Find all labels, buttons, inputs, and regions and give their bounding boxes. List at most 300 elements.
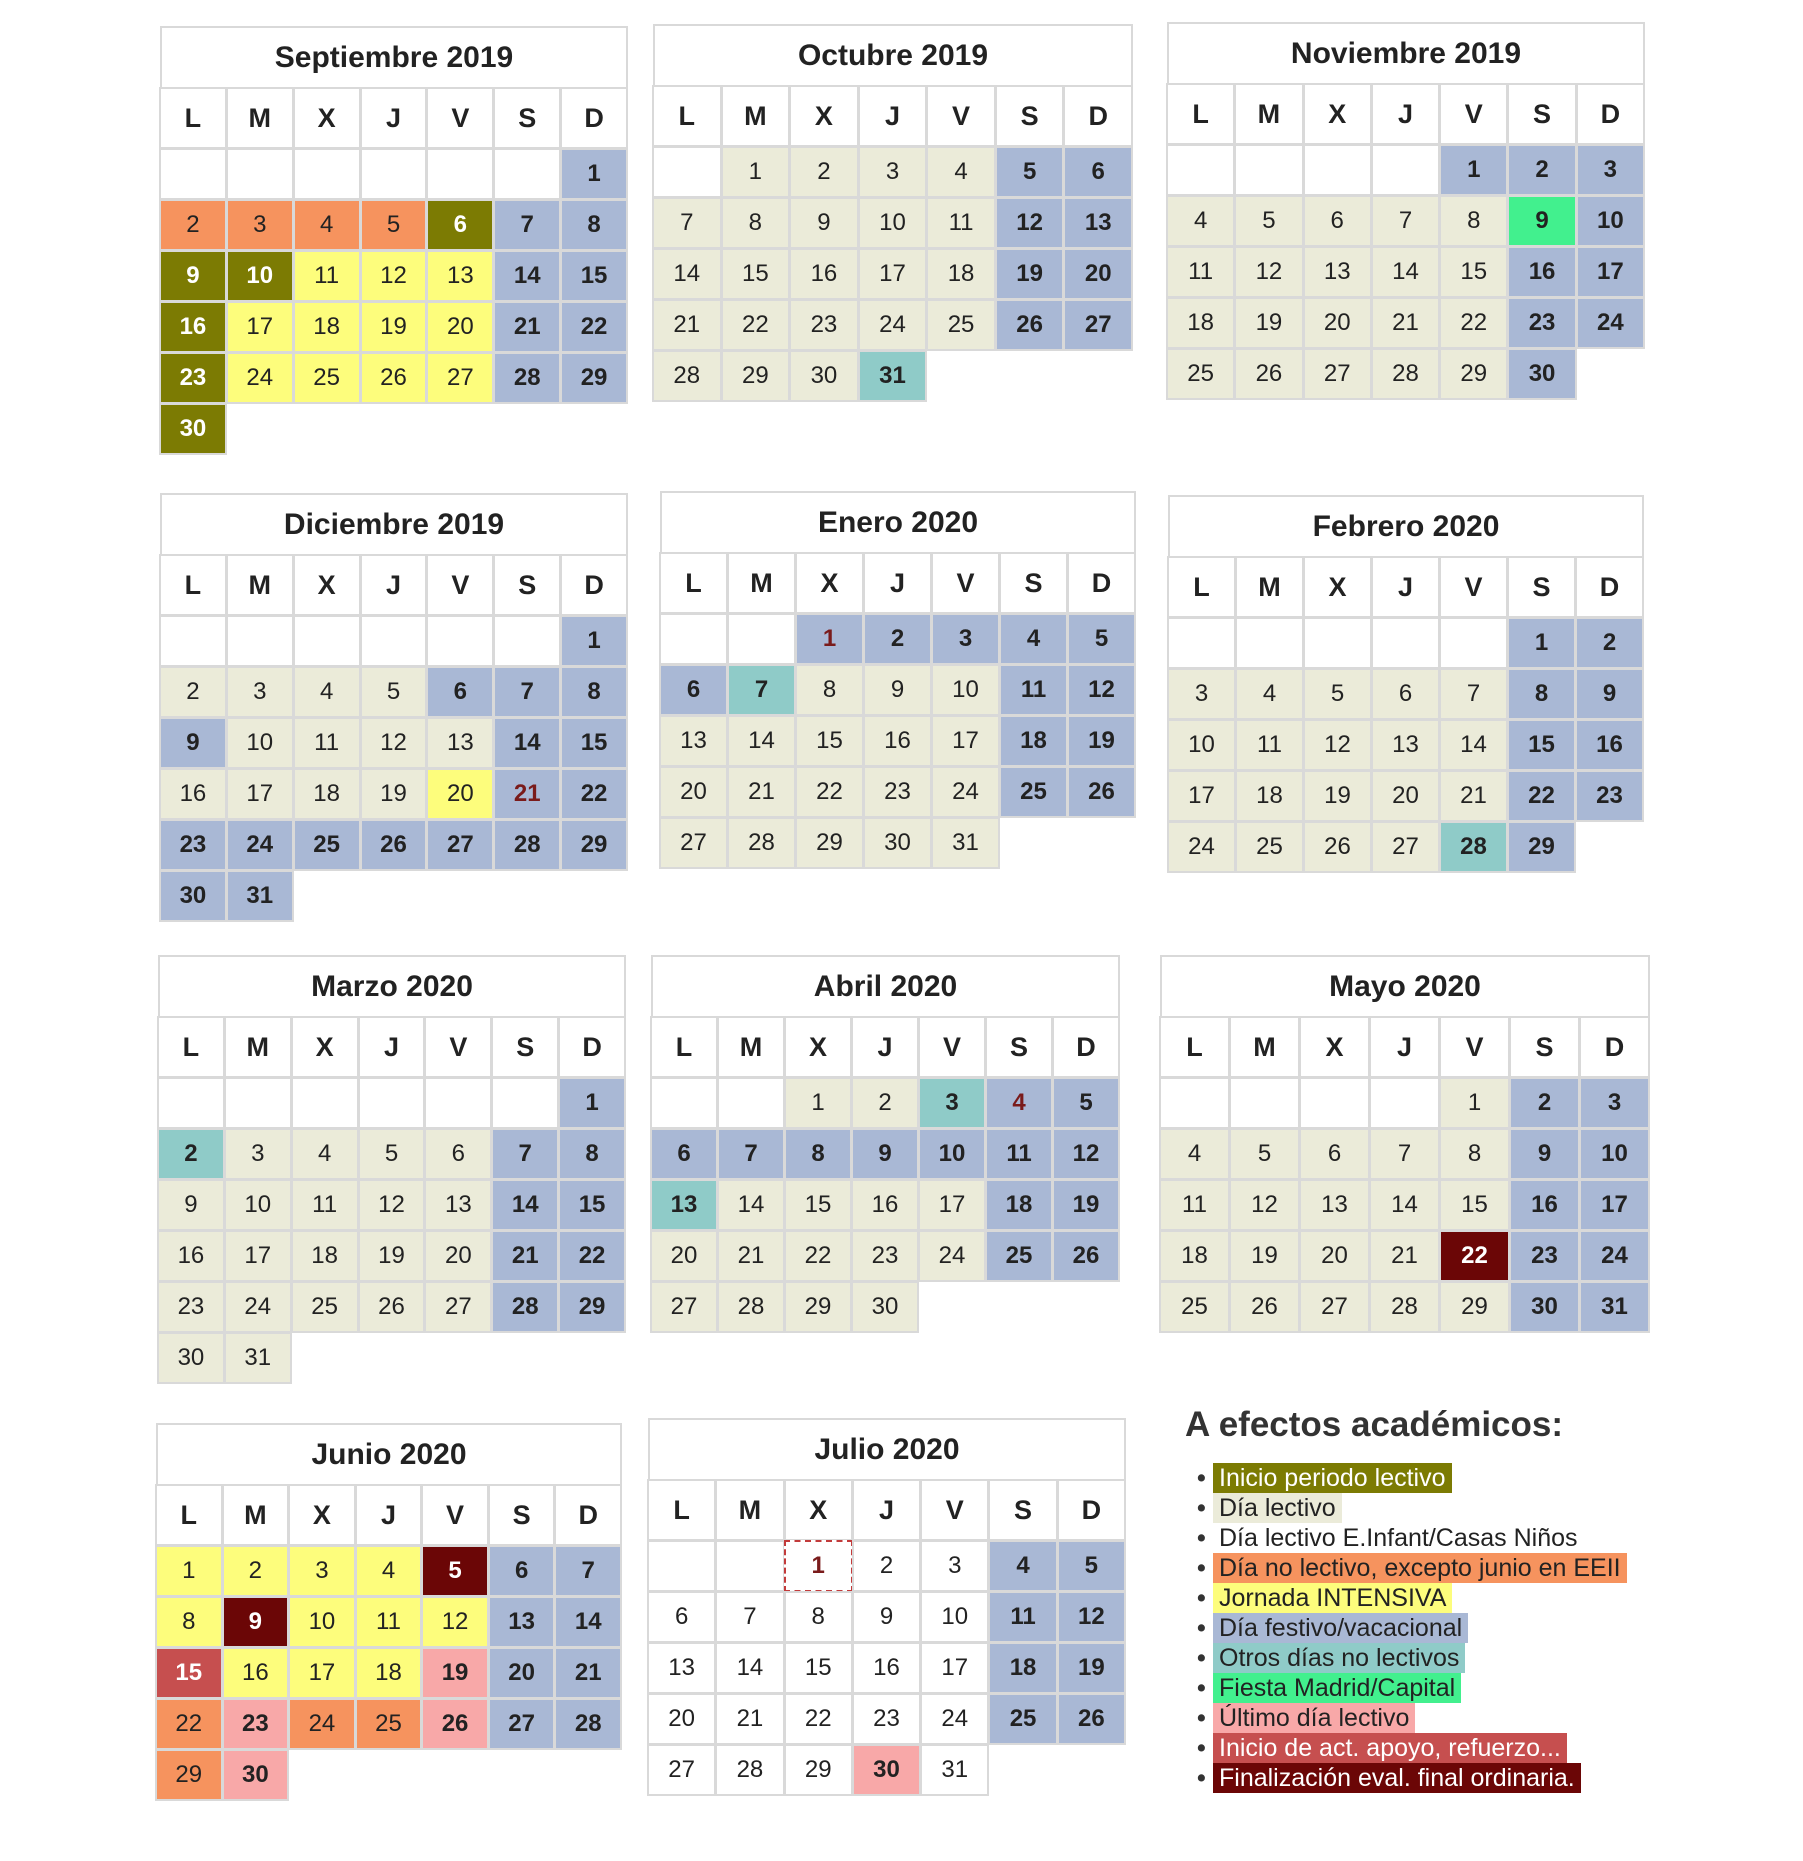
weekday-header: S <box>493 87 561 149</box>
day-cell: 24 <box>226 352 294 404</box>
day-cell: 1 <box>1507 617 1576 669</box>
empty-slot <box>926 350 996 402</box>
empty-day <box>650 1077 718 1129</box>
day-cell: 26 <box>360 819 428 871</box>
day-cell: 15 <box>784 1179 852 1231</box>
empty-day <box>159 615 227 667</box>
empty-slot <box>988 1744 1057 1796</box>
day-cell: 15 <box>1507 719 1576 771</box>
day-cell: 20 <box>1299 1230 1370 1282</box>
day-cell: 1 <box>784 1077 852 1129</box>
day-cell: 3 <box>226 666 294 718</box>
weekday-header: V <box>920 1479 989 1541</box>
day-cell: 25 <box>926 299 996 351</box>
day-cell: 1 <box>1439 1077 1510 1129</box>
empty-day <box>224 1077 292 1129</box>
day-cell: 13 <box>659 715 728 767</box>
day-cell: 28 <box>493 819 561 871</box>
day-cell: 31 <box>224 1332 292 1384</box>
day-cell: 10 <box>918 1128 986 1180</box>
day-cell: 13 <box>488 1596 556 1648</box>
month-7 <box>158 955 626 1384</box>
empty-slot <box>293 403 361 455</box>
day-cell: 27 <box>1371 821 1440 873</box>
legend-label: Día festivo/vacacional <box>1213 1613 1468 1643</box>
month-10 <box>156 1423 622 1801</box>
day-cell: 9 <box>1507 195 1576 247</box>
bullet-icon: • <box>1197 1704 1206 1732</box>
month-grid <box>660 553 1136 869</box>
month-title: Septiembre 2019 <box>160 26 628 88</box>
day-cell: 30 <box>1509 1281 1580 1333</box>
day-cell: 15 <box>560 250 628 302</box>
day-cell: 2 <box>863 613 932 665</box>
day-cell: 25 <box>988 1693 1057 1745</box>
day-cell: 1 <box>560 148 628 200</box>
day-cell: 2 <box>1509 1077 1580 1129</box>
day-cell: 26 <box>360 352 428 404</box>
day-cell: 14 <box>1371 246 1440 298</box>
day-cell: 5 <box>995 146 1065 198</box>
weekday-header: M <box>717 1016 785 1078</box>
day-cell: 13 <box>424 1179 492 1231</box>
day-cell: 4 <box>293 666 361 718</box>
day-cell: 10 <box>226 250 294 302</box>
day-cell: 23 <box>1575 770 1644 822</box>
day-cell: 15 <box>1439 246 1508 298</box>
day-cell: 8 <box>795 664 864 716</box>
empty-day <box>426 148 494 200</box>
day-cell: 25 <box>985 1230 1053 1282</box>
empty-day <box>659 613 728 665</box>
day-cell: 20 <box>426 301 494 353</box>
day-cell: 8 <box>560 666 628 718</box>
day-cell: 26 <box>1229 1281 1300 1333</box>
day-cell: 2 <box>157 1128 225 1180</box>
legend-label: Otros días no lectivos <box>1213 1643 1465 1673</box>
day-cell: 22 <box>784 1693 853 1745</box>
legend-item <box>1197 1553 1785 1583</box>
weekday-header: X <box>288 1484 356 1546</box>
empty-slot <box>1067 817 1136 869</box>
day-cell: 9 <box>157 1179 225 1231</box>
empty-slot <box>426 403 494 455</box>
day-cell: 5 <box>358 1128 426 1180</box>
day-cell: 2 <box>852 1540 921 1592</box>
day-cell: 12 <box>995 197 1065 249</box>
weekday-header: L <box>157 1016 225 1078</box>
empty-day <box>1439 617 1508 669</box>
empty-slot <box>426 870 494 922</box>
empty-slot <box>999 817 1068 869</box>
legend-item <box>1197 1463 1785 1493</box>
empty-slot <box>355 1749 423 1801</box>
weekday-header: X <box>1299 1016 1370 1078</box>
day-cell: 30 <box>159 403 227 455</box>
weekday-header: J <box>858 85 928 147</box>
day-cell: 28 <box>717 1281 785 1333</box>
weekday-header: X <box>784 1479 853 1541</box>
day-cell: 17 <box>931 715 1000 767</box>
bullet-icon: • <box>1197 1494 1206 1522</box>
weekday-header: X <box>795 552 864 614</box>
weekday-header: S <box>1509 1016 1580 1078</box>
day-cell: 10 <box>920 1591 989 1643</box>
day-cell: 19 <box>360 768 428 820</box>
day-cell: 21 <box>491 1230 559 1282</box>
day-cell: 28 <box>1371 348 1440 400</box>
day-cell: 15 <box>155 1647 223 1699</box>
day-cell: 1 <box>558 1077 626 1129</box>
day-cell: 13 <box>647 1642 716 1694</box>
day-cell: 27 <box>650 1281 718 1333</box>
day-cell: 14 <box>1439 719 1508 771</box>
empty-slot <box>493 870 561 922</box>
month-title: Octubre 2019 <box>653 24 1133 86</box>
weekday-header: L <box>159 87 227 149</box>
day-cell: 4 <box>985 1077 1053 1129</box>
day-cell: 7 <box>1439 668 1508 720</box>
weekday-header: M <box>222 1484 290 1546</box>
weekday-header: D <box>1063 85 1133 147</box>
month-4 <box>160 493 628 922</box>
weekday-header: L <box>650 1016 718 1078</box>
weekday-header: M <box>721 85 791 147</box>
legend-label: Finalización eval. final ordinaria. <box>1213 1763 1581 1793</box>
day-cell: 3 <box>858 146 928 198</box>
weekday-header: L <box>1167 556 1236 618</box>
day-cell: 7 <box>717 1128 785 1180</box>
empty-day <box>1371 617 1440 669</box>
day-cell: 13 <box>1299 1179 1370 1231</box>
day-cell: 6 <box>424 1128 492 1180</box>
month-grid <box>651 1017 1120 1333</box>
day-cell: 8 <box>560 199 628 251</box>
day-cell: 5 <box>1234 195 1303 247</box>
day-cell: 28 <box>491 1281 559 1333</box>
day-cell: 11 <box>926 197 996 249</box>
day-cell: 8 <box>558 1128 626 1180</box>
day-cell: 20 <box>488 1647 556 1699</box>
day-cell: 30 <box>222 1749 290 1801</box>
day-cell: 6 <box>659 664 728 716</box>
day-cell: 30 <box>157 1332 225 1384</box>
day-cell: 22 <box>560 768 628 820</box>
weekday-header: V <box>926 85 996 147</box>
day-cell: 16 <box>789 248 859 300</box>
weekday-header: M <box>727 552 796 614</box>
empty-slot <box>360 403 428 455</box>
empty-day <box>493 148 561 200</box>
day-cell: 24 <box>1576 297 1645 349</box>
day-cell: 6 <box>1371 668 1440 720</box>
day-cell: 27 <box>647 1744 716 1796</box>
weekday-header: M <box>224 1016 292 1078</box>
day-cell: 14 <box>1369 1179 1440 1231</box>
day-cell: 12 <box>1229 1179 1300 1231</box>
day-cell: 14 <box>717 1179 785 1231</box>
weekday-header: D <box>560 87 628 149</box>
weekday-header: D <box>1576 83 1645 145</box>
day-cell: 17 <box>1579 1179 1650 1231</box>
weekday-header: S <box>995 85 1065 147</box>
empty-day <box>291 1077 359 1129</box>
legend-label: Jornada INTENSIVA <box>1213 1583 1452 1613</box>
day-cell: 26 <box>421 1698 489 1750</box>
legend-item <box>1197 1493 1785 1523</box>
day-cell: 18 <box>293 301 361 353</box>
empty-slot <box>995 350 1065 402</box>
weekday-header: D <box>1052 1016 1120 1078</box>
weekday-header: S <box>985 1016 1053 1078</box>
day-cell: 29 <box>784 1744 853 1796</box>
empty-slot <box>558 1332 626 1384</box>
day-cell: 19 <box>995 248 1065 300</box>
day-cell: 4 <box>355 1545 423 1597</box>
day-cell: 12 <box>1052 1128 1120 1180</box>
day-cell: 3 <box>226 199 294 251</box>
day-cell: 5 <box>1067 613 1136 665</box>
weekday-header: M <box>1235 556 1304 618</box>
day-cell: 18 <box>355 1647 423 1699</box>
weekday-header: L <box>647 1479 716 1541</box>
day-cell: 8 <box>784 1128 852 1180</box>
day-cell: 21 <box>727 766 796 818</box>
month-title: Febrero 2020 <box>1168 495 1644 557</box>
month-title: Julio 2020 <box>648 1418 1126 1480</box>
bullet-icon: • <box>1197 1644 1206 1672</box>
empty-day <box>491 1077 559 1129</box>
weekday-header: L <box>155 1484 223 1546</box>
weekday-header: X <box>784 1016 852 1078</box>
legend-item <box>1197 1583 1785 1613</box>
day-cell: 29 <box>560 819 628 871</box>
day-cell: 27 <box>1063 299 1133 351</box>
day-cell: 15 <box>784 1642 853 1694</box>
day-cell: 11 <box>985 1128 1053 1180</box>
day-cell: 3 <box>288 1545 356 1597</box>
empty-day <box>226 615 294 667</box>
month-grid <box>160 555 628 922</box>
empty-slot <box>554 1749 622 1801</box>
empty-day <box>360 615 428 667</box>
day-cell: 28 <box>1439 821 1508 873</box>
day-cell: 16 <box>1575 719 1644 771</box>
day-cell: 4 <box>1166 195 1235 247</box>
day-cell: 30 <box>789 350 859 402</box>
weekday-header: J <box>360 554 428 616</box>
day-cell: 1 <box>155 1545 223 1597</box>
day-cell: 5 <box>1303 668 1372 720</box>
day-cell: 22 <box>558 1230 626 1282</box>
weekday-header: V <box>424 1016 492 1078</box>
day-cell: 30 <box>851 1281 919 1333</box>
bullet-icon: • <box>1197 1554 1206 1582</box>
day-cell: 22 <box>155 1698 223 1750</box>
bullet-icon: • <box>1197 1464 1206 1492</box>
weekday-header: D <box>1575 556 1644 618</box>
empty-day <box>1371 144 1440 196</box>
day-cell: 7 <box>554 1545 622 1597</box>
day-cell: 29 <box>558 1281 626 1333</box>
month-1 <box>160 26 628 455</box>
day-cell: 2 <box>1575 617 1644 669</box>
day-cell: 19 <box>1303 770 1372 822</box>
bullet-icon: • <box>1197 1674 1206 1702</box>
day-cell: 27 <box>424 1281 492 1333</box>
day-cell: 26 <box>1234 348 1303 400</box>
day-cell: 9 <box>1575 668 1644 720</box>
day-cell: 25 <box>293 819 361 871</box>
month-grid <box>1168 557 1644 873</box>
day-cell: 21 <box>715 1693 784 1745</box>
day-cell: 17 <box>920 1642 989 1694</box>
day-cell: 2 <box>222 1545 290 1597</box>
day-cell: 28 <box>715 1744 784 1796</box>
month-6 <box>1168 495 1644 873</box>
day-cell: 8 <box>784 1591 853 1643</box>
day-cell: 17 <box>224 1230 292 1282</box>
day-cell: 25 <box>291 1281 359 1333</box>
day-cell: 31 <box>931 817 1000 869</box>
day-cell: 11 <box>1166 246 1235 298</box>
day-cell: 16 <box>222 1647 290 1699</box>
day-cell: 11 <box>293 250 361 302</box>
day-cell: 5 <box>421 1545 489 1597</box>
day-cell: 31 <box>858 350 928 402</box>
day-cell: 12 <box>1067 664 1136 716</box>
day-cell: 1 <box>784 1540 853 1592</box>
weekday-header: J <box>1369 1016 1440 1078</box>
empty-slot <box>360 870 428 922</box>
month-9 <box>1160 955 1650 1333</box>
weekday-header: L <box>159 554 227 616</box>
day-cell: 10 <box>224 1179 292 1231</box>
day-cell: 22 <box>721 299 791 351</box>
empty-day <box>1303 144 1372 196</box>
day-cell: 26 <box>1057 1693 1126 1745</box>
day-cell: 19 <box>358 1230 426 1282</box>
day-cell: 22 <box>1439 1230 1510 1282</box>
weekday-header: M <box>1229 1016 1300 1078</box>
month-grid <box>160 88 628 455</box>
day-cell: 19 <box>1229 1230 1300 1282</box>
weekday-header: X <box>1303 556 1372 618</box>
weekday-header: D <box>1057 1479 1126 1541</box>
weekday-header: X <box>293 87 361 149</box>
day-cell: 13 <box>1371 719 1440 771</box>
weekday-header: X <box>291 1016 359 1078</box>
day-cell: 22 <box>560 301 628 353</box>
day-cell: 25 <box>355 1698 423 1750</box>
legend-item <box>1197 1643 1785 1673</box>
day-cell: 26 <box>995 299 1065 351</box>
weekday-header: J <box>358 1016 426 1078</box>
day-cell: 7 <box>715 1591 784 1643</box>
day-cell: 3 <box>1167 668 1236 720</box>
weekday-header: L <box>659 552 728 614</box>
day-cell: 1 <box>721 146 791 198</box>
weekday-header: V <box>426 554 494 616</box>
day-cell: 5 <box>1057 1540 1126 1592</box>
month-5 <box>660 491 1136 869</box>
empty-slot <box>291 1332 359 1384</box>
month-grid <box>648 1480 1126 1796</box>
day-cell: 25 <box>293 352 361 404</box>
legend-label: Inicio periodo lectivo <box>1213 1463 1452 1493</box>
day-cell: 14 <box>652 248 722 300</box>
day-cell: 24 <box>918 1230 986 1282</box>
day-cell: 5 <box>360 199 428 251</box>
day-cell: 3 <box>1576 144 1645 196</box>
day-cell: 3 <box>920 1540 989 1592</box>
day-cell: 18 <box>988 1642 1057 1694</box>
empty-day <box>1303 617 1372 669</box>
day-cell: 9 <box>852 1591 921 1643</box>
day-cell: 8 <box>155 1596 223 1648</box>
empty-day <box>1229 1077 1300 1129</box>
empty-day <box>293 148 361 200</box>
weekday-header: S <box>493 554 561 616</box>
bullet-icon: • <box>1197 1614 1206 1642</box>
day-cell: 16 <box>1509 1179 1580 1231</box>
day-cell: 4 <box>988 1540 1057 1592</box>
weekday-header: D <box>554 1484 622 1546</box>
day-cell: 13 <box>650 1179 718 1231</box>
day-cell: 10 <box>1167 719 1236 771</box>
weekday-header: J <box>863 552 932 614</box>
day-cell: 20 <box>426 768 494 820</box>
day-cell: 9 <box>863 664 932 716</box>
day-cell: 7 <box>493 666 561 718</box>
weekday-header: V <box>931 552 1000 614</box>
bullet-icon: • <box>1197 1764 1206 1792</box>
weekday-header: X <box>1303 83 1372 145</box>
legend-label: Día lectivo E.Infant/Casas Niños <box>1213 1523 1584 1553</box>
weekday-header: D <box>1067 552 1136 614</box>
empty-day <box>159 148 227 200</box>
day-cell: 28 <box>652 350 722 402</box>
legend-label: Fiesta Madrid/Capital <box>1213 1673 1461 1703</box>
day-cell: 26 <box>1303 821 1372 873</box>
day-cell: 22 <box>1439 297 1508 349</box>
day-cell: 4 <box>999 613 1068 665</box>
day-cell: 24 <box>226 819 294 871</box>
day-cell: 4 <box>1159 1128 1230 1180</box>
day-cell: 20 <box>1303 297 1372 349</box>
empty-slot <box>1063 350 1133 402</box>
day-cell: 23 <box>157 1281 225 1333</box>
day-cell: 1 <box>560 615 628 667</box>
month-title: Noviembre 2019 <box>1167 22 1645 84</box>
day-cell: 27 <box>488 1698 556 1750</box>
day-cell: 29 <box>721 350 791 402</box>
day-cell: 23 <box>851 1230 919 1282</box>
legend-item <box>1197 1703 1785 1733</box>
day-cell: 14 <box>491 1179 559 1231</box>
day-cell: 18 <box>1159 1230 1230 1282</box>
weekday-header: L <box>652 85 722 147</box>
day-cell: 13 <box>1303 246 1372 298</box>
day-cell: 22 <box>1507 770 1576 822</box>
month-11 <box>648 1418 1126 1796</box>
empty-day <box>358 1077 426 1129</box>
empty-day <box>360 148 428 200</box>
weekday-header: V <box>1439 83 1508 145</box>
day-cell: 10 <box>226 717 294 769</box>
day-cell: 16 <box>863 715 932 767</box>
day-cell: 18 <box>1235 770 1304 822</box>
